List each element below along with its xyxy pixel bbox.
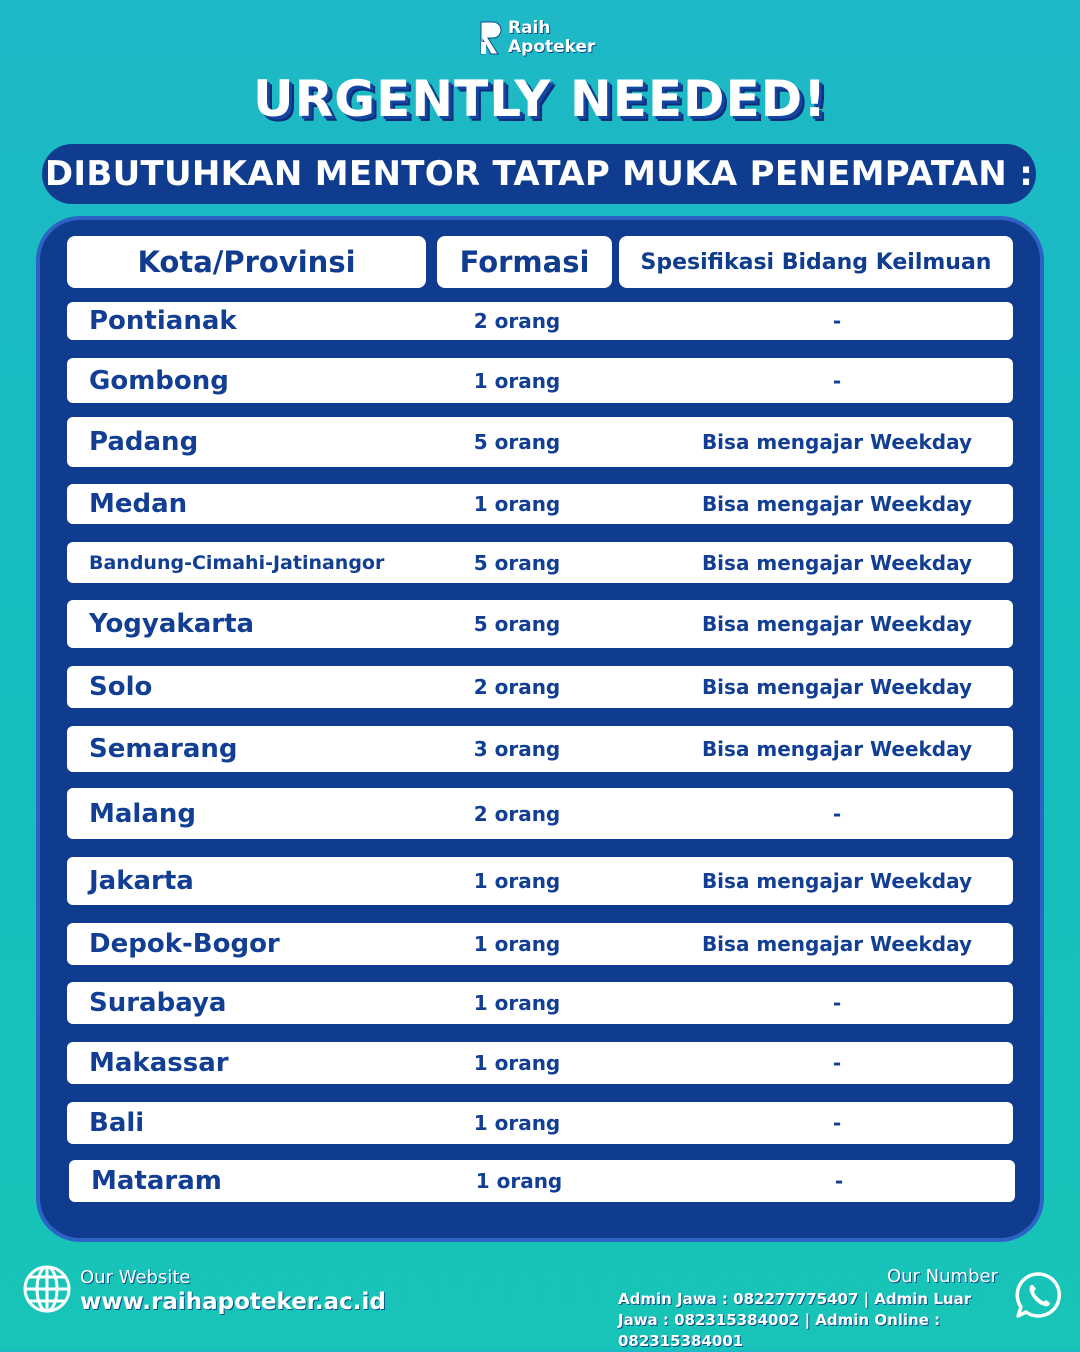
row-formasi: 2 orang: [473, 675, 561, 699]
row-formasi: 1 orang: [473, 1051, 561, 1075]
table-row: [67, 923, 1013, 965]
table-row: [67, 726, 1013, 772]
row-city: Medan: [89, 489, 188, 519]
row-spesifikasi: -: [832, 1111, 842, 1135]
subtitle-text: DIBUTUHKAN MENTOR TATAP MUKA PENEMPATAN :: [44, 154, 1034, 194]
number-label: Our Number: [886, 1266, 998, 1287]
row-spesifikasi: Bisa mengajar Weekday: [701, 675, 973, 699]
row-city: Bali: [89, 1108, 145, 1138]
row-city: Surabaya: [89, 988, 227, 1018]
website-link[interactable]: www.raihapoteker.ac.id: [80, 1289, 386, 1315]
row-spesifikasi: -: [832, 991, 842, 1015]
table-row: [67, 484, 1013, 524]
row-city: Gombong: [89, 365, 229, 396]
row-formasi: 1 orang: [473, 932, 561, 956]
table-row: [67, 417, 1013, 467]
row-formasi: 5 orang: [473, 430, 561, 454]
row-spesifikasi: Bisa mengajar Weekday: [701, 737, 973, 761]
row-city: Padang: [89, 427, 199, 457]
row-city: Semarang: [89, 734, 238, 764]
table-row: [67, 302, 1013, 340]
row-formasi: 1 orang: [473, 991, 561, 1015]
row-formasi: 1 orang: [473, 1111, 561, 1135]
row-spesifikasi: Bisa mengajar Weekday: [701, 869, 973, 893]
table-row: [67, 982, 1013, 1024]
globe-icon: [22, 1264, 72, 1314]
row-formasi: 2 orang: [473, 801, 561, 826]
table-row: [67, 788, 1013, 839]
subtitle-banner: [42, 144, 1036, 204]
row-city: Makassar: [89, 1048, 229, 1078]
row-formasi: 3 orang: [473, 737, 561, 761]
row-city: Solo: [89, 672, 153, 702]
table-row: [67, 857, 1013, 905]
row-spesifikasi: -: [832, 1051, 842, 1075]
row-city: Malang: [89, 798, 196, 829]
table-row: [67, 666, 1013, 708]
row-spesifikasi: Bisa mengajar Weekday: [701, 492, 973, 516]
table-row: [69, 1160, 1015, 1202]
row-spesifikasi: Bisa mengajar Weekday: [701, 612, 973, 636]
header-city: Kota/Provinsi: [67, 236, 426, 288]
row-formasi: 1 orang: [473, 869, 561, 893]
row-formasi: 5 orang: [473, 612, 561, 636]
row-formasi: 1 orang: [475, 1169, 563, 1193]
brand-name: [508, 19, 595, 57]
brand-line-1: Raih: [508, 18, 551, 38]
row-city: Depok-Bogor: [89, 929, 280, 959]
row-formasi: 2 orang: [473, 309, 561, 333]
row-spesifikasi: -: [832, 309, 842, 333]
website-label: Our Website: [80, 1267, 191, 1288]
brand-logo: [478, 16, 595, 60]
row-spesifikasi: -: [832, 801, 842, 826]
table-row: [67, 358, 1013, 403]
header-formasi: Formasi: [437, 236, 612, 288]
header-spesifikasi: Spesifikasi Bidang Keilmuan: [619, 236, 1013, 288]
logo-mark-icon: [478, 18, 504, 58]
row-city: Mataram: [91, 1166, 222, 1196]
row-city: Bandung-Cimahi-Jatinangor: [89, 551, 385, 574]
row-city: Yogyakarta: [89, 609, 255, 639]
row-formasi: 5 orang: [473, 550, 561, 575]
table-row: [67, 600, 1013, 648]
whatsapp-icon[interactable]: [1014, 1270, 1064, 1320]
row-spesifikasi: -: [834, 1169, 844, 1193]
headline: URGENTLY NEEDED!: [252, 70, 828, 128]
row-city: Pontianak: [89, 306, 237, 336]
table-row: [67, 1042, 1013, 1084]
row-formasi: 1 orang: [473, 368, 561, 393]
table-row: [67, 1102, 1013, 1144]
row-spesifikasi: Bisa mengajar Weekday: [701, 550, 973, 575]
row-city: Jakarta: [89, 866, 194, 896]
row-formasi: 1 orang: [473, 492, 561, 516]
brand-line-2: Apoteker: [508, 37, 596, 57]
row-spesifikasi: Bisa mengajar Weekday: [701, 430, 973, 454]
row-spesifikasi: -: [832, 368, 842, 393]
row-spesifikasi: Bisa mengajar Weekday: [701, 932, 973, 956]
contact-numbers[interactable]: Admin Jawa : 082277775407 | Admin Luar Jawa : 082315384002 | Admin Online : 082315384001: [618, 1290, 972, 1350]
table-row: [67, 542, 1013, 583]
